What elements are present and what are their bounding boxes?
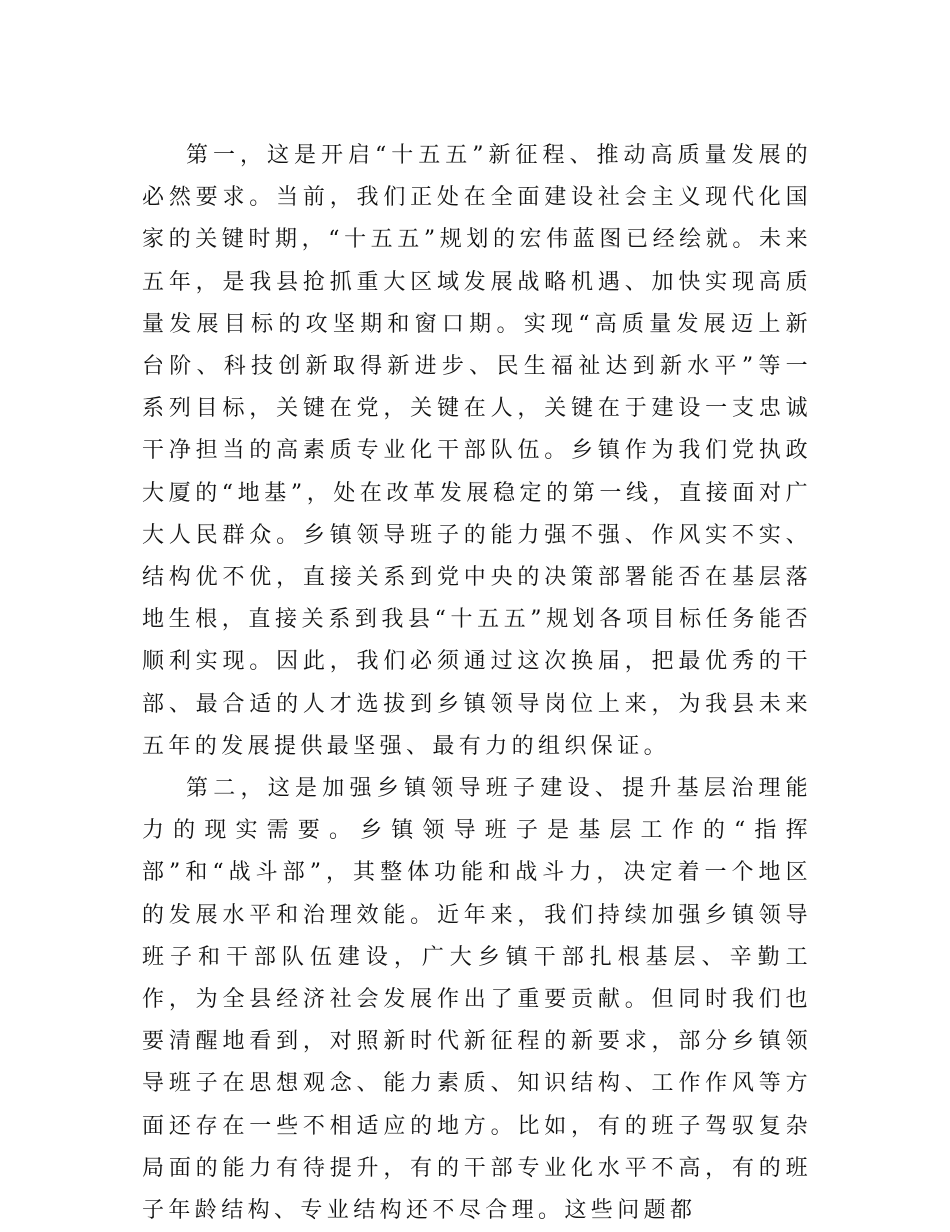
paragraph-first: 第一，这是开启“十五五”新征程、推动高质量发展的必然要求。当前，我们正处在全面建设社会主义现代化国家的关键时期，“十五五”规划的宏伟蓝图已经绘就。未来五年，是我县抢抓重大区域发展战略机遇、加快实现高质量发展目标的攻坚期和窗口期。实现“高质量发展迈上新台阶、科技创新取得新进步、民生福祉达到新水平”等一系列目标，关键在党，关键在人，关键在于建设一支忠诚干净担当的高素质专业化干部队伍。乡镇作为我们党执政大厦的“地基”，处在改革发展稳定的第一线，直接面对广大人民群众。乡镇领导班子的能力强不强、作风实不实、结构优不优，直接关系到党中央的决策部署能否在基层落地生根，直接关系到我县“十五五”规划各项目标任务能否顺利实现。因此，我们必须通过这次换届，把最优秀的干部、最合适的人才选拔到乡镇领导岗位上来，为我县未来五年的发展提供最坚强、最有力的组织保证。 bbox=[142, 143, 812, 759]
paragraph-second: 第二，这是加强乡镇领导班子建设、提升基层治理能力的现实需要。乡镇领导班子是基层工作的“指挥部”和“战斗部”，其整体功能和战斗力，决定着一个地区的发展水平和治理效能。近年来，我们持续加强乡镇领导班子和干部队伍建设，广大乡镇干部扎根基层、辛勤工作，为全县经济社会发展作出了重要贡献。但同时我们也要清醒地看到，对照新时代新征程的新要求，部分乡镇领导班子在思想观念、能力素质、知识结构、工作作风等方面还存在一些不相适应的地方。比如，有的班子驾驭复杂局面的能力有待提升，有的干部专业化水平不高，有的班子年龄结构、专业结构还不尽合理。这些问题都 bbox=[142, 776, 812, 1224]
document-body bbox=[142, 135, 812, 1232]
